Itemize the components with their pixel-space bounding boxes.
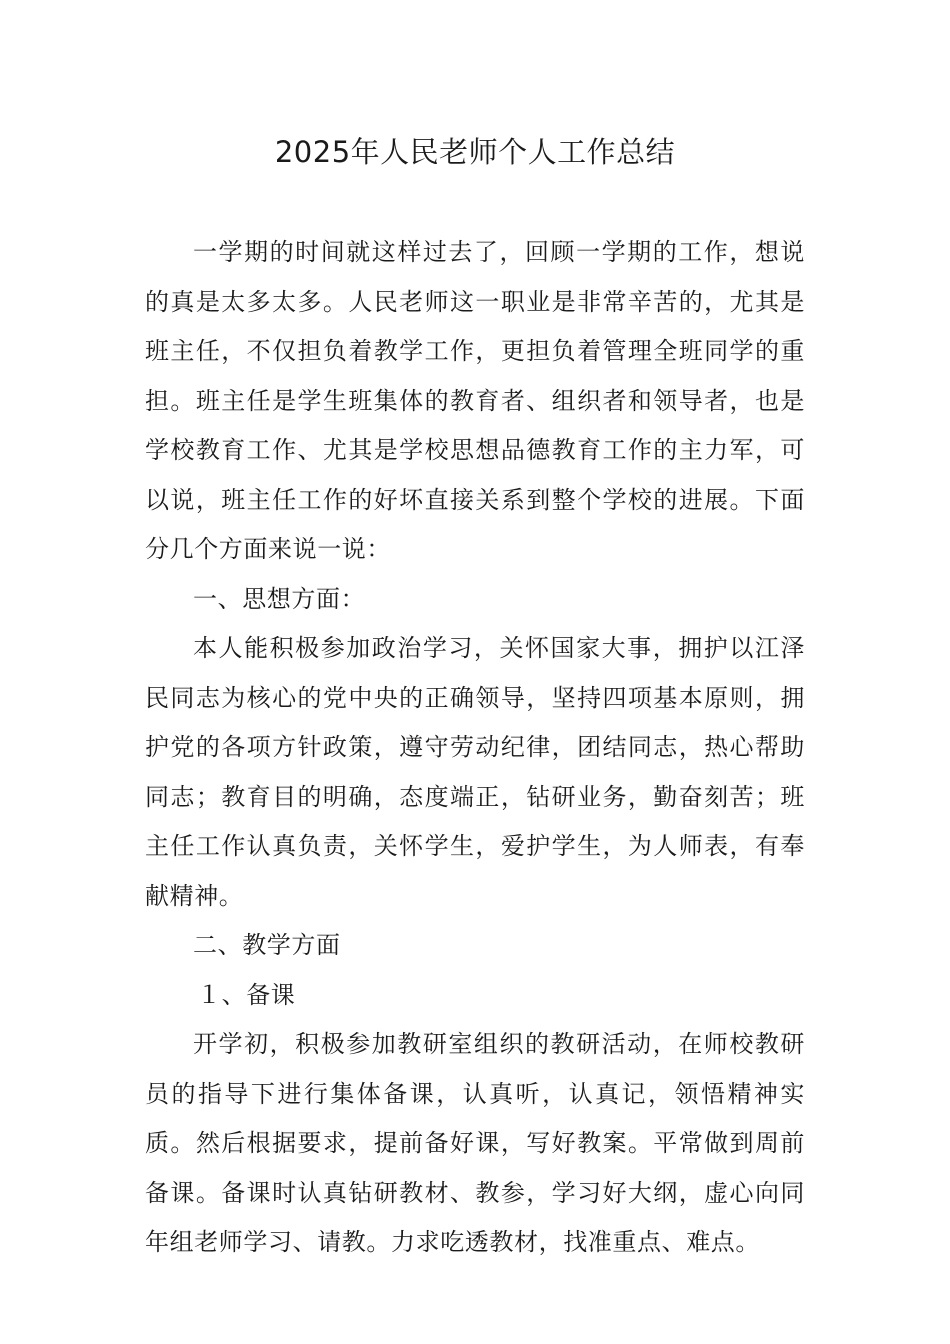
section-heading-teaching: 二、教学方面: [193, 931, 341, 959]
document-body: [145, 228, 805, 1268]
subsection-heading-lesson-prep: １、备课: [197, 980, 296, 1009]
intro-paragraph: 一学期的时间就这样过去了，回顾一学期的工作，想说的真是太多太多。人民老师这一职业是非常辛苦的，尤其是班主任，不仅担负着教学工作，更担负着管理全班同学的重担。班主任是学生班集体的教育者、组织者和领导者，也是学校教育工作、尤其是学校思想品德教育工作的主力军，可以说，班主任工作的好坏直接关系到整个学校的进展。下面分几个方面来说一说：: [145, 238, 805, 563]
ideology-paragraph: 本人能积极参加政治学习，关怀国家大事，拥护以江泽民同志为核心的党中央的正确领导，坚持四项基本原则，拥护党的各项方针政策，遵守劳动纪律，团结同志，热心帮助同志；教育目的明确，态度端正，钻研业务，勤奋刻苦；班主任工作认真负责，关怀学生，爱护学生，为人师表，有奉献精神。: [145, 634, 805, 910]
section-heading-ideology: 一、思想方面：: [193, 584, 366, 613]
lesson-prep-paragraph: 开学初，积极参加教研室组织的教研活动，在师校教研员的指导下进行集体备课，认真听，认真记，领悟精神实质。然后根据要求，提前备好课，写好教案。平常做到周前备课。备课时认真钻研教材、教参，学习好大纲，虚心向同年组老师学习、请教。力求吃透教材，找准重点、难点。: [145, 1030, 805, 1256]
document-title: 2025年人民老师个人工作总结: [274, 135, 676, 169]
